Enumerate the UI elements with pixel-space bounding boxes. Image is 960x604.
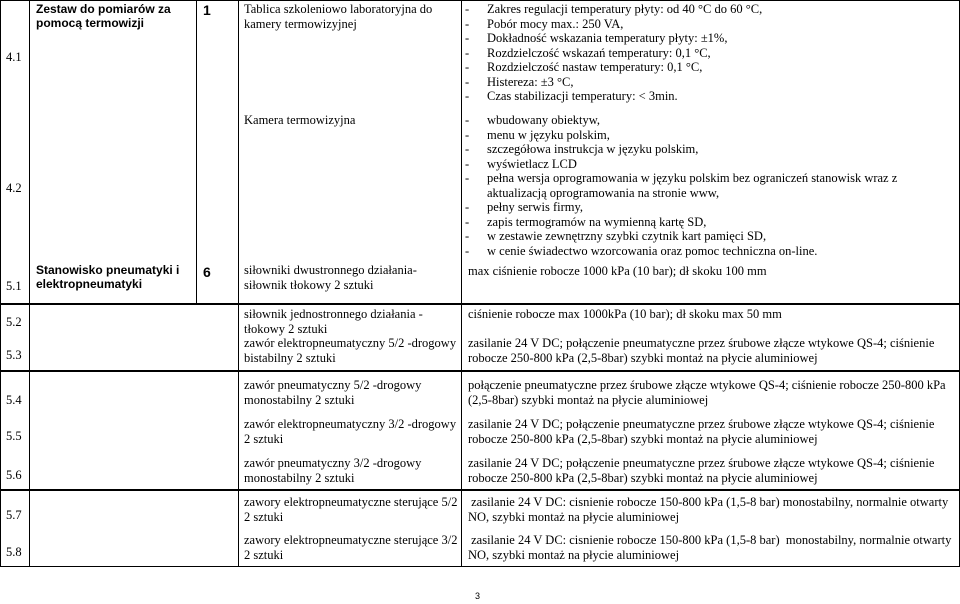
list-item: - Rozdzielczość nastaw temperatury: 0,1 °C, xyxy=(465,60,703,74)
item-name: siłowniki dwustronnego działania-siłownik tłokowy 2 sztuki xyxy=(244,263,417,292)
item-name: zawór elektropneumatyczny 5/2 -drogowy bistabilny 2 sztuki xyxy=(244,336,457,365)
list-item: - pełna wersja oprogramowania w języku polskim bez ograniczeń stanowisk wraz z aktualizacją oprogramowania na stronie www, xyxy=(465,171,898,200)
list-item: - zapis termogramów na wymienną kartę SD, xyxy=(465,214,707,229)
row-number: 5.6 xyxy=(6,468,22,482)
list-item: - Zakres regulacji temperatury płyty: od 40 °C do 60 °C, xyxy=(465,2,763,16)
row-number: 5.8 xyxy=(6,545,22,559)
list-item: - Czas stabilizacji temperatury: < 3min. xyxy=(465,89,678,103)
row-number: 4.1 xyxy=(6,50,22,64)
group-name: Stanowisko pneumatyki i elektropneumatyki xyxy=(36,263,180,291)
row-number: 5.1 xyxy=(6,279,22,293)
item-name: Kamera termowizyjna xyxy=(244,113,356,127)
list-item: - w cenie świadectwo wzorcowania oraz pomoc techniczna on-line. xyxy=(465,243,818,258)
row-number: 5.4 xyxy=(6,393,22,407)
item-spec: max ciśnienie robocze 1000 kPa (10 bar); dł skoku 100 mm xyxy=(468,264,767,278)
item-name: zawór pneumatyczny 5/2 -drogowy monostabilny 2 sztuki xyxy=(244,378,422,407)
row-number: 5.5 xyxy=(6,429,22,443)
row-number: 5.2 xyxy=(6,315,22,329)
list-item: - Rozdzielczość wskazań temperatury: 0,1 °C, xyxy=(465,45,711,60)
quantity: 6 xyxy=(203,264,211,280)
item-name: zawory elektropneumatyczne sterujące 5/2 2 sztuki xyxy=(244,495,458,524)
page-number: 3 xyxy=(475,591,481,601)
list-item: - pełny serwis firmy, xyxy=(465,200,584,214)
list-item: - Dokładność wskazania temperatury płyty: ±1%, xyxy=(465,31,728,45)
quantity: 1 xyxy=(203,2,211,18)
item-name: siłownik jednostronnego działania - tłokowy 2 sztuki xyxy=(244,307,423,336)
list-item: - Pobór mocy max.: 250 VA, xyxy=(465,16,624,31)
item-spec: zasilanie 24 V DC; połączenie pneumatyczne przez śrubowe złącze wtykowe QS-4; ciśnienie robocze 250-800 kPa (2,5-8bar) szybki montaż na płycie aluminiowej xyxy=(468,417,935,446)
group-name: Zestaw do pomiarów za pomocą termowizji xyxy=(36,2,171,30)
list-item: - menu w języku polskim, xyxy=(465,127,610,142)
item-spec: zasilanie 24 V DC: cisnienie robocze 150-800 kPa (1,5-8 bar) monostabilny, normalnie otwarty NO, szybki montaż na płycie aluminiowej xyxy=(468,533,955,562)
item-name: zawory elektropneumatyczne sterujące 3/2 2 sztuki xyxy=(244,533,458,562)
item-name: zawór pneumatyczny 3/2 -drogowy monostabilny 2 sztuki xyxy=(244,456,422,485)
item-spec: zasilanie 24 V DC; połączenie pneumatyczne przez śrubowe złącze wtykowe QS-4; ciśnienie robocze 250-800 kPa (2,5-8bar) szybki montaż na płycie aluminiowej xyxy=(468,336,935,365)
item-name: Tablica szkoleniowo laboratoryjna do kamery termowizyjnej xyxy=(244,2,433,31)
list-item: - wyświetlacz LCD xyxy=(465,156,577,171)
spec-list-thermal-board xyxy=(465,2,955,104)
list-item: - szczegółowa instrukcja w języku polskim, xyxy=(465,142,699,156)
item-name: zawór elektropneumatyczny 3/2 -drogowy 2 sztuki xyxy=(244,417,457,446)
item-spec: zasilanie 24 V DC; połączenie pneumatyczne przez śrubowe złącze wtykowe QS-4; ciśnienie robocze 250-800 kPa (2,5-8bar) szybki montaż na płycie aluminiowej xyxy=(468,456,935,485)
list-item: - wbudowany obiektyw, xyxy=(465,113,601,127)
item-spec: ciśnienie robocze max 1000kPa (10 bar); dł skoku max 50 mm xyxy=(468,307,782,321)
row-number: 5.3 xyxy=(6,348,22,362)
list-item: - w zestawie zewnętrzny szybki czytnik kart pamięci SD, xyxy=(465,229,767,243)
spec-list-thermal-camera xyxy=(465,113,955,258)
row-number: 4.2 xyxy=(6,181,22,195)
row-number: 5.7 xyxy=(6,508,22,522)
item-spec: połączenie pneumatyczne przez śrubowe złącze wtykowe QS-4; ciśnienie robocze 250-800 kPa (2,5-8bar) szybki montaż na płycie aluminiowej xyxy=(468,378,946,407)
list-item: - Histereza: ±3 °C, xyxy=(465,74,574,89)
item-spec: zasilanie 24 V DC: cisnienie robocze 150-800 kPa (1,5-8 bar) monostabilny, normalnie otwarty NO, szybki montaż na płycie aluminiowej xyxy=(468,495,952,524)
